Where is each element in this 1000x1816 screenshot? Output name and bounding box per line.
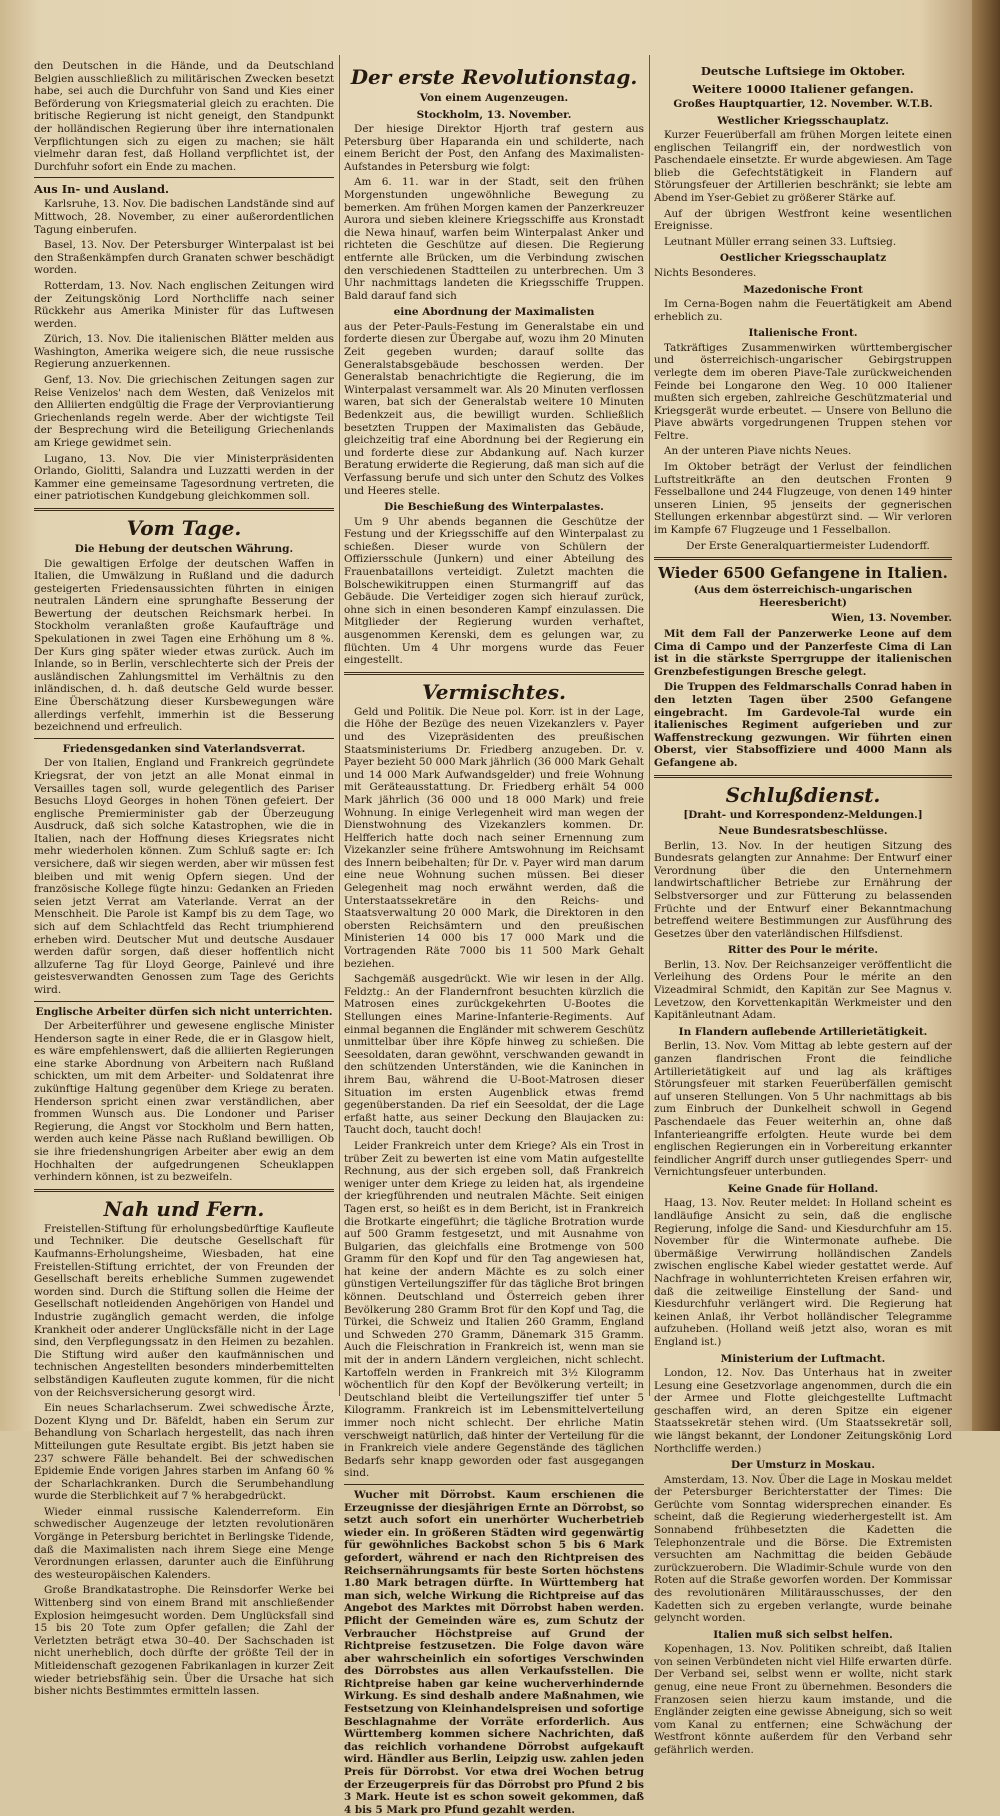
news-item: Wucher mit Dörrobst. Kaum erschienen die Erzeugnisse der diesjährigen Ernte an Dörrobst, so setzt auch sofort ein unerhörter Wucherbetrieb wieder ein. In größeren Städten wird gegenwärtig für gewöhnliches Backobst schon 5 bis 6 Mark gefordert, während er nach den Richtpreisen des Reichsernährungsamts für beste Sorten höchstens 1.80 Mark betragen dürfte. In Württemberg hat man sich, welche Wirkung die Richtpreise auf das Angebot des Marktes mit Dörrobst haben werden. Pflicht der Gemeinden wäre es, zum Schutz der Verbraucher Höchstpreise auf Grund der Richtpreise festzusetzen. Die Folge davon wäre aber wahrscheinlich ein sofortiges Verschwinden des Dörrobstes aus allen Verkaufsstellen. Die Richtpreise haben gar keine wucherverhindernde Wirkung. Es sind deshalb andere Maßnahmen, wie Festsetzung von Kleinhandelspreisen und sofortige Beschlagnahme der Vorräte erforderlich. Aus Württemberg kommen sichere Nachrichten, daß das reichlich vorhandene Dörrobst aufgekauft wird. Händler aus Berlin, Leipzig usw. zahlen jeden Preis für Dörrobst. Vor etwa drei Wochen betrug der Erzeugerpreis für das Dörrobst pro Pfund 2 bis 3 Mark. Heute ist es schon soweit gekommen, daß 4 bis 5 Mark pro Pfund gezahlt werden. xyxy=(344,1488,644,1816)
report-body: Tatkräftiges Zusammenwirken württembergischer und österreichisch-ungarischer Gebirgstruppen verlegte dem im oberen Piave-Tale zurückweichenden Feinde bei Longarone den Weg. 10 000 Italiener mußten sich ergeben, zahlreiche Geschützmaterial und Kriegsgerät wurde erbeutet. — Unsere von Belluno die Piave abwärts vorgedrungenen Truppen stehen vor Feltre. xyxy=(654,341,952,442)
article-subheading: eine Abordnung der Maximalisten xyxy=(393,306,595,319)
section-heading-nah-und-fern: Nah und Fern. xyxy=(103,1196,265,1221)
news-item: Lugano, 13. Nov. Die vier Ministerpräsidenten Orlando, Giolitti, Salandra und Luzzatti werden in der Kammer eine gemeinsame Tagesordnung vertreten, die einer patriotischen Kundgebung gleichkommen soll. xyxy=(34,452,334,503)
article-heading: Ministerium der Luftmacht. xyxy=(720,1352,886,1365)
section-subheading: [Draht- und Korrespondenz-Meldungen.] xyxy=(683,808,923,821)
dateline: Wien, 13. November. xyxy=(831,612,952,625)
front-heading: Westlicher Kriegsschauplatz. xyxy=(717,114,889,127)
column-3 xyxy=(654,60,952,1757)
article-body: Der Arbeiterführer und gewesene englische Minister Henderson sagte in einer Rede, die er in Glasgow hielt, es wäre empfehlenswert, daß die alliierten Regierungen eine starke Abordnung von Arbeitern nach Rußland schickten, um mit dem Arbeiter- und Soldatenrat ihre zukünftige Haltung gegenüber dem Kriege zu beraten. Henderson spricht einen zwar verständlichen, aber frommen Wunsch aus. Die Londoner und Pariser Regierung, die Angst vor Stockholm und Bern hatten, werden auch keine Pässe nach Rußland bewilligen. Ob sie ihre friedenshungrigen Arbeiter aber ewig an dem Hochhalten der aufgedrungenen Scheuklappen verhindern können, ist zu bezweifeln. xyxy=(34,1020,334,1184)
column-rule xyxy=(339,55,340,1396)
column-rule xyxy=(649,55,650,1396)
section-heading-inland: Aus In- und Ausland. xyxy=(34,182,170,197)
report-body: An der unteren Piave nichts Neues. xyxy=(664,445,852,458)
news-item: Genf, 13. Nov. Die griechischen Zeitungen sagen zur Reise Venizelos' nach dem Westen, daß Venizelos mit den Alliierten endgültig die Frage der Verproviantierung Griechenlands regeln werde. Aber der wichtigste Teil der Besprechung wird die Beteiligung Griechenlands am Kriege gewidmet sein. xyxy=(34,374,334,450)
section-heading-schlussdienst: Schlußdienst. xyxy=(725,782,881,807)
article-body: Um 9 Uhr abends begannen die Geschütze der Festung und der Kriegsschiffe auf den Winterpalast zu schießen. Dieser wurde von Schülern der Offiziersschule (Junkern) und einer Abteilung des Frauenbataillons verteidigt. Zuletzt machten die Bolschewikitruppen einen Sturmangriff auf das Gebäude. Die Verteidiger zogen sich hierauf zurück, ohne sich in einen besonderen Kampf einzulassen. Die Mitglieder der Regierung wurden verhaftet, ausgenommen Kerenski, dem es gelungen war, zu flüchten. Um 4 Uhr morgens wurde das Feuer eingestellt. xyxy=(344,515,644,667)
divider xyxy=(654,775,952,778)
article-body: Der hiesige Direktor Hjorth traf gestern aus Petersburg über Haparanda ein und schilderte, nach einem Bericht der Post, den Anfang des Maximalisten-Aufstandes in Petersburg wie folgt: xyxy=(344,123,644,173)
report-body: Im Cerna-Bogen nahm die Feuertätigkeit am Abend erheblich zu. xyxy=(654,298,952,323)
news-item: Zürich, 13. Nov. Die italienischen Blätter melden aus Washington, Amerika weigere sich, die neue russische Regierung anzuerkennen. xyxy=(34,333,334,371)
news-item: Freistellen-Stiftung für erholungsbedürftige Kaufleute und Techniker. Die deutsche Gesellschaft für Kaufmanns-Erholungsheime, Wiesbaden, hat eine Freistellen-Stiftung errichtet, der von Freunden der Gesellschaft bereits erhebliche Summen zugewendet worden sind. Durch die Stiftung sollen die Heime der Gesellschaft notleidenden Angehörigen von Handel und Industrie zugänglich gemacht werden, die infolge Krankheit oder anderer Unglücksfälle nicht in der Lage sind, den Verpflegungssatz in den Heimen zu bezahlen. Die Stiftung wird außer den kaufmännischen und technischen Angestellten besonders minderbemittelten selbständigen Kaufleuten zugute kommen, für die nicht von der Reichsversicherung gesorgt wird. xyxy=(34,1222,334,1399)
report-body: Auf der übrigen Westfront keine wesentlichen Ereignisse. xyxy=(654,207,952,233)
report-body: Die Truppen des Feldmarschalls Conrad haben in den letzten Tagen über 2500 Gefangene eingebracht. Im Gardevole-Tal wurde ein italienisches Regiment aufgerieben und zur Waffenstreckung gezwungen. Wir führten einen Oberst, vier Stabsoffiziere und 4000 Mann als Gefangene ab. xyxy=(654,681,952,769)
article-subheading: Von einem Augenzeugen. xyxy=(419,92,569,104)
news-item: Große Brandkatastrophe. Die Reinsdorfer Werke bei Wittenberg sind von einem Brand mit anschließender Explosion heimgesucht worden. Dem Unglücksfall sind 15 bis 20 Tote zum Opfer gefallen; die Zahl der Verletzten beträgt etwa 30–40. Der Sachschaden ist nicht unerheblich, doch dürfte der größte Teil der in Mitleidenschaft gezogenen Fabrikanlagen in kurzer Zeit wieder betriebsfähig sein. Über die Ursache hat sich bisher nichts Bestimmtes ermitteln lassen. xyxy=(34,1584,334,1698)
column-1 xyxy=(34,60,334,1698)
section-heading-vermischtes: Vermischtes. xyxy=(422,679,566,704)
dateline: Großes Hauptquartier, 12. November. W.T.B. xyxy=(673,98,933,110)
article-subheading: (Aus dem österreichisch-ungarischen Heeresbericht) xyxy=(693,584,913,609)
article-heading: Italien muß sich selbst helfen. xyxy=(713,1628,893,1641)
divider xyxy=(344,672,644,675)
report-body: Im Oktober beträgt der Verlust der feindlichen Luftstreitkräfte an den deutschen Fronten 9 Fesselballone und 244 Flugzeuge, von denen 149 hinter unseren Linien, 95 jenseits der gegnerischen Stellungen erkennbar abgestürzt sind. — Wir verloren im Kampfe 67 Flugzeuge und 1 Fesselballon. xyxy=(654,461,952,537)
continued-article: den Deutschen in die Hände, und da Deutschland Belgien ausschließlich zu militärischen Zwecken besetzt habe, sei auch die Durchfuhr von Sand und Kies einer Beförderung von Kriegsmaterial gleich zu erachten. Die britische Regierung ist nicht geneigt, den Standpunkt der holländischen Regierung über ihre internationalen Verpflichtungen sich zu eigen zu machen; sie hält vielmehr daran fest, daß Holland verpflichtet ist, der Durchfuhr sofort ein Ende zu machen. xyxy=(34,60,334,173)
divider xyxy=(34,177,334,178)
article-headline: Deutsche Luftsiege im Oktober. xyxy=(700,64,906,78)
news-item: Leider Frankreich unter dem Kriege? Als ein Trost in trüber Zeit zu bewerten ist eine vom Matin aufgestellte Rechnung, aus der sich ergeben soll, daß Frankreich weniger unter dem Kriege zu leiden hat, als irgendeine der kriegführenden und neutralen Mächte. Seit einigen Tagen erst, so heißt es in dem Bericht, ist in Frankreich die Brotkarte eingeführt; die tägliche Brotration wurde auf 500 Gramm festgesetzt, und mit Ausnahme von Bulgarien, das gleichfalls eine Brotmenge von 500 Gramm für den Kopf und für den Tag angewiesen hat, hat keine der andern Mächte es zu solch einer günstigen Verteilungsziffer für das tägliche Brot bringen können. Deutschland und Österreich geben ihrer Bevölkerung 280 Gramm Brot für den Kopf und Tag, die Türkei, die Schweiz und Italien 260 Gramm, England und Schweden 270 Gramm, Dänemark 315 Gramm. Auch die Fleischration in Frankreich ist, wenn man sie mit der in andern Ländern vergleichen, nicht schlecht. Kartoffeln werden in Frankreich mit 3½ Kilogramm wöchentlich für den Kopf der Bevölkerung verteilt; in Deutschland bleibt die Verteilungsziffer tief unter 5 Kilogramm. Frankreich ist im Lebensmittelverteilung immer noch nicht schlecht. Der ehrliche Matin verschweigt natürlich, daß hinter der Verteilung für die in Frankreich viele andere Gegenstände des täglichen Bedarfs sehr knapp geworden oder fast ausgegangen sind. xyxy=(344,1139,644,1480)
article-heading: Englische Arbeiter dürfen sich nicht unterrichten. xyxy=(35,1005,333,1018)
news-item: Kopenhagen, 13. Nov. Politiken schreibt, daß Italien von seinen Verbündeten nicht viel Hilfe erwarten dürfe. Der Verband sei, selbst wenn er wollte, nicht stark genug, eine neue Front zu übernehmen. Besonders die Franzosen seien hierzu kaum imstande, und die Engländer zeigten eine gewisse Abneigung, sich so weit vom Kanal zu entfernen; eine Schwächung der Westfront könnte außerdem für den Verband sehr gefährlich werden. xyxy=(654,1643,952,1757)
signature-line: Der Erste Generalquartiermeister Ludendorff. xyxy=(686,539,930,552)
divider xyxy=(344,1484,644,1485)
divider xyxy=(34,1189,334,1192)
divider xyxy=(34,1001,334,1002)
front-heading: Oestlicher Kriegsschauplatz xyxy=(719,252,887,265)
book-binding-edge xyxy=(972,0,1000,1431)
report-body: Mit dem Fall der Panzerwerke Leone auf dem Cima di Campo und der Panzerfeste Cima di Lan ist in die stärkste Sperrgruppe der italienischen Grenzbefestigungen Bresche gelegt. xyxy=(654,628,952,678)
article-heading: Neue Bundesratsbeschlüsse. xyxy=(718,825,888,838)
divider xyxy=(34,738,334,739)
report-body: Nichts Besonderes. xyxy=(654,266,757,279)
article-heading: Die Hebung der deutschen Währung. xyxy=(74,543,294,555)
article-headline: Der erste Revolutionstag. xyxy=(350,65,638,89)
article-body: Der von Italien, England und Frankreich gegründete Kriegsrat, der von jetzt an alle Monat einmal in Versailles tagen soll, wurde gelegentlich des Pariser Besuchs Lloyd Georges in hohen Tönen gefeiert. Der englische Premierminister gab der Überzeugung Ausdruck, daß sich solche Katastrophen, wie die in Italien, nach der Hoffnung dieses Kriegsrates nicht mehr wiederholen können. Zum Schluß sagte er: Ich versichere, daß wir siegen werden, aber wir müssen fest bleiben und mit wenig Opfern siegen. Und der französische Kollege fügte hinzu: Gedanken an Frieden seien jetzt Verrat am Vaterlande. Verrat an der Menschheit. Die Parole ist Kampf bis zu dem Tage, wo sich auf dem Schlachtfeld das Recht triumphierend erheben wird. Deutscher Mut und deutsche Ausdauer werden dafür sorgen, daß dieser hoffentlich nicht allzuferne Tag für Lloyd George, Painlevé und ihre geistesverwandten Genossen zum Tage des Gerichts wird. xyxy=(34,757,334,996)
news-item: Rotterdam, 13. Nov. Nach englischen Zeitungen wird der Zeitungskönig Lord Northcliffe nach seiner Rückkehr aus Amerika Minister für das Luftwesen werden. xyxy=(34,279,334,330)
column-2 xyxy=(344,60,644,1816)
report-body: Kurzer Feuerüberfall am frühen Morgen leitete einen englischen Teilangriff ein, der nordwestlich von Paschendaele einsetzte. Er wurde abgewiesen. Am Tage blieb die Gefechtstätigkeit in Flandern auf Störungsfeuer der Artillerien beschränkt; sie lebte am Abend im Yser-Gebiet zu größerer Stärke auf. xyxy=(654,129,952,205)
article-heading: In Flandern auflebende Artillerietätigkeit. xyxy=(678,1025,928,1038)
news-item: London, 12. Nov. Das Unterhaus hat in zweiter Lesung eine Gesetzvorlage angenommen, durch die ein der Armee und Flotte gleichgestellte Luftmacht geschaffen wird, an deren Spitze ein eigener Staatssekretär stehen wird. (Um Staatssekretär soll, wie längst bekannt, der Londoner Zeitungskönig Lord Northcliffe werden.) xyxy=(654,1367,952,1455)
article-heading: Keine Gnade für Holland. xyxy=(727,1182,879,1195)
article-heading: Der Umsturz in Moskau. xyxy=(731,1459,875,1472)
news-item: Karlsruhe, 13. Nov. Die badischen Landstände sind auf Mittwoch, 28. November, zu einer außerordentlichen Tagung einberufen. xyxy=(34,198,334,236)
news-item: Berlin, 13. Nov. Vom Mittag ab lebte gestern auf der ganzen flandrischen Front die feindliche Artillerietätigkeit auf und lag als kräftiges Störungsfeuer mit starken Feuerüberfällen gemischt auf unseren Stellungen. Von 5 Uhr nachmittags ab bis zum Einbruch der Dunkelheit schwoll in Gegend Paschendaele das Feuer weiterhin an, ohne daß Infanterieangriffe erfolgten. Heute wurde bei dem englischen Regierungen ein in Vorbereitung erkannter feindlicher Angriff durch unser gutliegendes Sperr- und Vernichtungsfeuer unterbunden. xyxy=(654,1040,952,1179)
front-heading: Italienische Front. xyxy=(748,327,858,340)
news-item: Berlin, 13. Nov. Der Reichsanzeiger veröffentlicht die Verleihung des Ordens Pour le mérite an den Vizeadmiral Schmidt, den Kapitän zur See Magnus v. Levetzow, den Korvettenkapitän Werkmeister und den Kapitänleutnant Adam. xyxy=(654,958,952,1022)
news-item: Basel, 13. Nov. Der Petersburger Winterpalast ist bei den Straßenkämpfen durch Granaten schwer beschädigt worden. xyxy=(34,239,334,277)
article-subheading: Die Beschießung des Winterpalastes. xyxy=(384,501,604,514)
report-body: Leutnant Müller errang seinen 33. Luftsieg. xyxy=(664,235,897,248)
divider xyxy=(34,508,334,511)
news-item: Berlin, 13. Nov. In der heutigen Sitzung des Bundesrats gelangten zur Annahme: Der Entwurf einer Verordnung über die den Unternehmern landwirtschaftlicher Betriebe zur Ernährung der Selbstversorger und zur Fütterung zu belassenden Früchte und der Entwurf einer Bekanntmachung betreffend weitere Bestimmungen zur Ausführung des Gesetzes über den vaterländischen Hilfsdienst. xyxy=(654,839,952,940)
article-body: Die gewaltigen Erfolge der deutschen Waffen in Italien, die Umwälzung in Rußland und die dadurch gesteigerten Friedensaussichten führten in einigen neutralen Ländern eine sprunghafte Besserung der Bewertung der deutschen Reichsmark herbei. In Stockholm veranlaßten große Kaufaufträge und Spekulationen in zwei Tagen eine Erhöhung um 8 %. Der Kurs ging später wieder etwas zurück. Auch im Inlande, so in Berlin, verschlechterte sich der Preis der ausländischen Zahlungsmittel im Verhältnis zu den inländischen, d. h. daß deutsche Geld wurde besser. Eine Überschätzung dieser Kursbewegungen wäre allerdings verfehlt, immerhin ist die Besserung bezeichnend und erfreulich. xyxy=(34,557,334,734)
front-heading: Mazedonische Front xyxy=(743,283,863,296)
article-body: Am 6. 11. war in der Stadt, seit den frühen Morgenstunden ungewöhnliche Bewegung zu bemerken. Am frühen Morgen kamen der Panzerkreuzer Aurora und sieben kleinere Kriegsschiffe aus Kronstadt die Newa hinauf, warfen beim Winterpalast Anker und richteten die Geschütze auf diesen. Die Regierung entfernte alle Brücken, um die Verbindung zwischen den verschiedenen Stadtteilen zu unterbrechen. Um 3 Uhr nachmittags landeten die Kriegsschiffe Truppen. Bald darauf fand sich xyxy=(344,176,644,302)
news-item: Sachgemäß ausgedrückt. Wie wir lesen in der Allg. Feldztg.: An der Flandernfront besuchten kürzlich die Matrosen eines zurückgekehrten U-Bootes die Stellungen eines Marine-Infanterie-Regiments. Auf einmal begannen die Engländer mit schwerem Geschütz unmittelbar über ihre Köpfe hinweg zu schießen. Die Seesoldaten, daran gewöhnt, verschwanden gewandt in den schützenden Unterständen, wie die Kaninchen in ihrem Bau, während die U-Boot-Matrosen dieser Situation im ersten Augenblick etwas fremd gegenüberstanden. Da rief ein Seesoldat, der die Lage erfaßt hatte, aus seiner Deckung den Blaujacken zu: Taucht doch, taucht doch! xyxy=(344,973,644,1137)
article-headline: Wieder 6500 Gefangene in Italien. xyxy=(658,564,948,583)
article-heading: Friedensgedanken sind Vaterlandsverrat. xyxy=(62,742,306,755)
section-heading-vom-tage: Vom Tage. xyxy=(126,516,242,540)
article-heading: Ritter des Pour le mérite. xyxy=(727,944,879,957)
news-item: Amsterdam, 13. Nov. Über die Lage in Moskau meldet der Petersburger Berichterstatter der Times: Die Gerüchte vom Sonntag widersprechen einander. Es scheint, daß die Regierung wiederhergestellt ist. Am Sonnabend frühbesetzten die Kadetten die Telephonzentrale und die Börse. Die Extremisten versuchten am Nachmittag die beiden Gebäude zurückzuerobern. Die Wladimir-Schule wurde von den Roten auf die Straße geworfen worden. Der Kommissar des revolutionären Militärausschusses, der den Kadetten sich zu ergeben verlangte, wurde beinahe gelyncht worden. xyxy=(654,1473,952,1625)
news-item: Haag, 13. Nov. Reuter meldet: In Holland scheint es landläufige Ansicht zu sein, daß die englische Regierung, infolge die Sand- und Kiesdurchfuhr am 15. November für die Wintermonate aufhebe. Die übermäßige Verwirrung holländischen Zandels zwischen englische Kabel wieder gestattet werde. Auf Nachfrage in wohlunterrichteten Kreisen erfahren wir, daß die zeitweilige Einstellung der Sand- und Kiesdurchfuhr verlängert wird. Die Regierung hat keinen Anlaß, ihr Verbot holländischer Telegramme aufzuheben. (Holland weiß jetzt also, woran es mit England ist.) xyxy=(654,1197,952,1348)
divider xyxy=(654,557,952,560)
news-item: Wieder einmal russische Kalenderreform. Ein schwedischer Augenzeuge der letzten revolutionären Vorgänge in Petersburg berichtet in Berlingske Tidende, daß die Maximalisten nach ihrem Siege eine Menge Verordnungen erlassen, darunter auch die Einführung des westeuropäischen Kalenders. xyxy=(34,1505,334,1581)
article-body: aus der Peter-Pauls-Festung im Generalstabe ein und forderte diesen zur Übergabe auf, wozu ihm 20 Minuten Zeit gegeben wurden; darauf sollte das Generalstabsgebäude beschossen werden. Der Generalstab benachrichtigte die Regierung, die im Winterpalast versammelt war. Als 20 Minuten verflossen waren, bat sich der Generalstab weitere 10 Minuten Bedenkzeit aus, die bewilligt wurden. Schließlich besetzten Truppen der Maximalisten das Gebäude, gleichzeitig traf eine Abordnung bei der Regierung ein und forderte diese zur Abdankung auf. Nach kurzer Beratung erwiderte die Regierung, daß man sich auf die Verfassung berufe und sich unter den Schutz des Volkes und Heeres stelle. xyxy=(344,320,644,497)
article-subheading: Weitere 10000 Italiener gefangen. xyxy=(692,82,914,96)
news-item: Ein neues Scharlachserum. Zwei schwedische Ärzte, Dozent Klyng und Dr. Bäfeldt, haben ein Serum zur Behandlung von Scharlach hergestellt, das nach ihren Mitteilungen gute Resultate ergibt. Bis jetzt haben sie 237 schwere Fälle behandelt. Bei der schwedischen Epidemie Ende vorigen Jahres starben im Anfang 60 % der Scharlachkranken. Durch die Serumbehandlung wurde die Sterblichkeit auf 7 % herabgedrückt. xyxy=(34,1402,334,1503)
dateline: Stockholm, 13. November. xyxy=(416,108,572,121)
news-item: Geld und Politik. Die Neue pol. Korr. ist in der Lage, die Höhe der Bezüge des neuen Vizekanzlers v. Payer und des Vizepräsidenten des preußischen Staatsministeriums Dr. Friedberg anzugeben. Dr. v. Payer bezieht 50 000 Mark jährlich (36 000 Mark Gehalt und 14 000 Mark Aufwandsgelder) und freie Wohnung mit Geräteausstattung. Dr. Friedberg erhält 54 000 Mark jährlich (36 000 und 18 000 Mark) und freie Wohnung. In einige Verlegenheit wird man wegen der Dienstwohnung des Vizekanzlers kommen. Dr. Helfferich hatte doch nach seiner Ernennung zum Vizekanzler seine frühere Amtswohnung im Reichsamt des Innern beibehalten; für Dr. v. Payer wird man darum eine neue Wohnung suchen müssen. Bei dieser Gelegenheit mag noch erwähnt werden, daß die Unterstaatssekretäre in den Reichs- und Staatsverwaltung 20 000 Mark, die Direktoren in den obersten Reichsämtern und den preußischen Ministerien 14 000 bis 17 000 Mark und die Vortragenden Räte 7000 bis 11 500 Mark Gehalt beziehen. xyxy=(344,705,644,970)
